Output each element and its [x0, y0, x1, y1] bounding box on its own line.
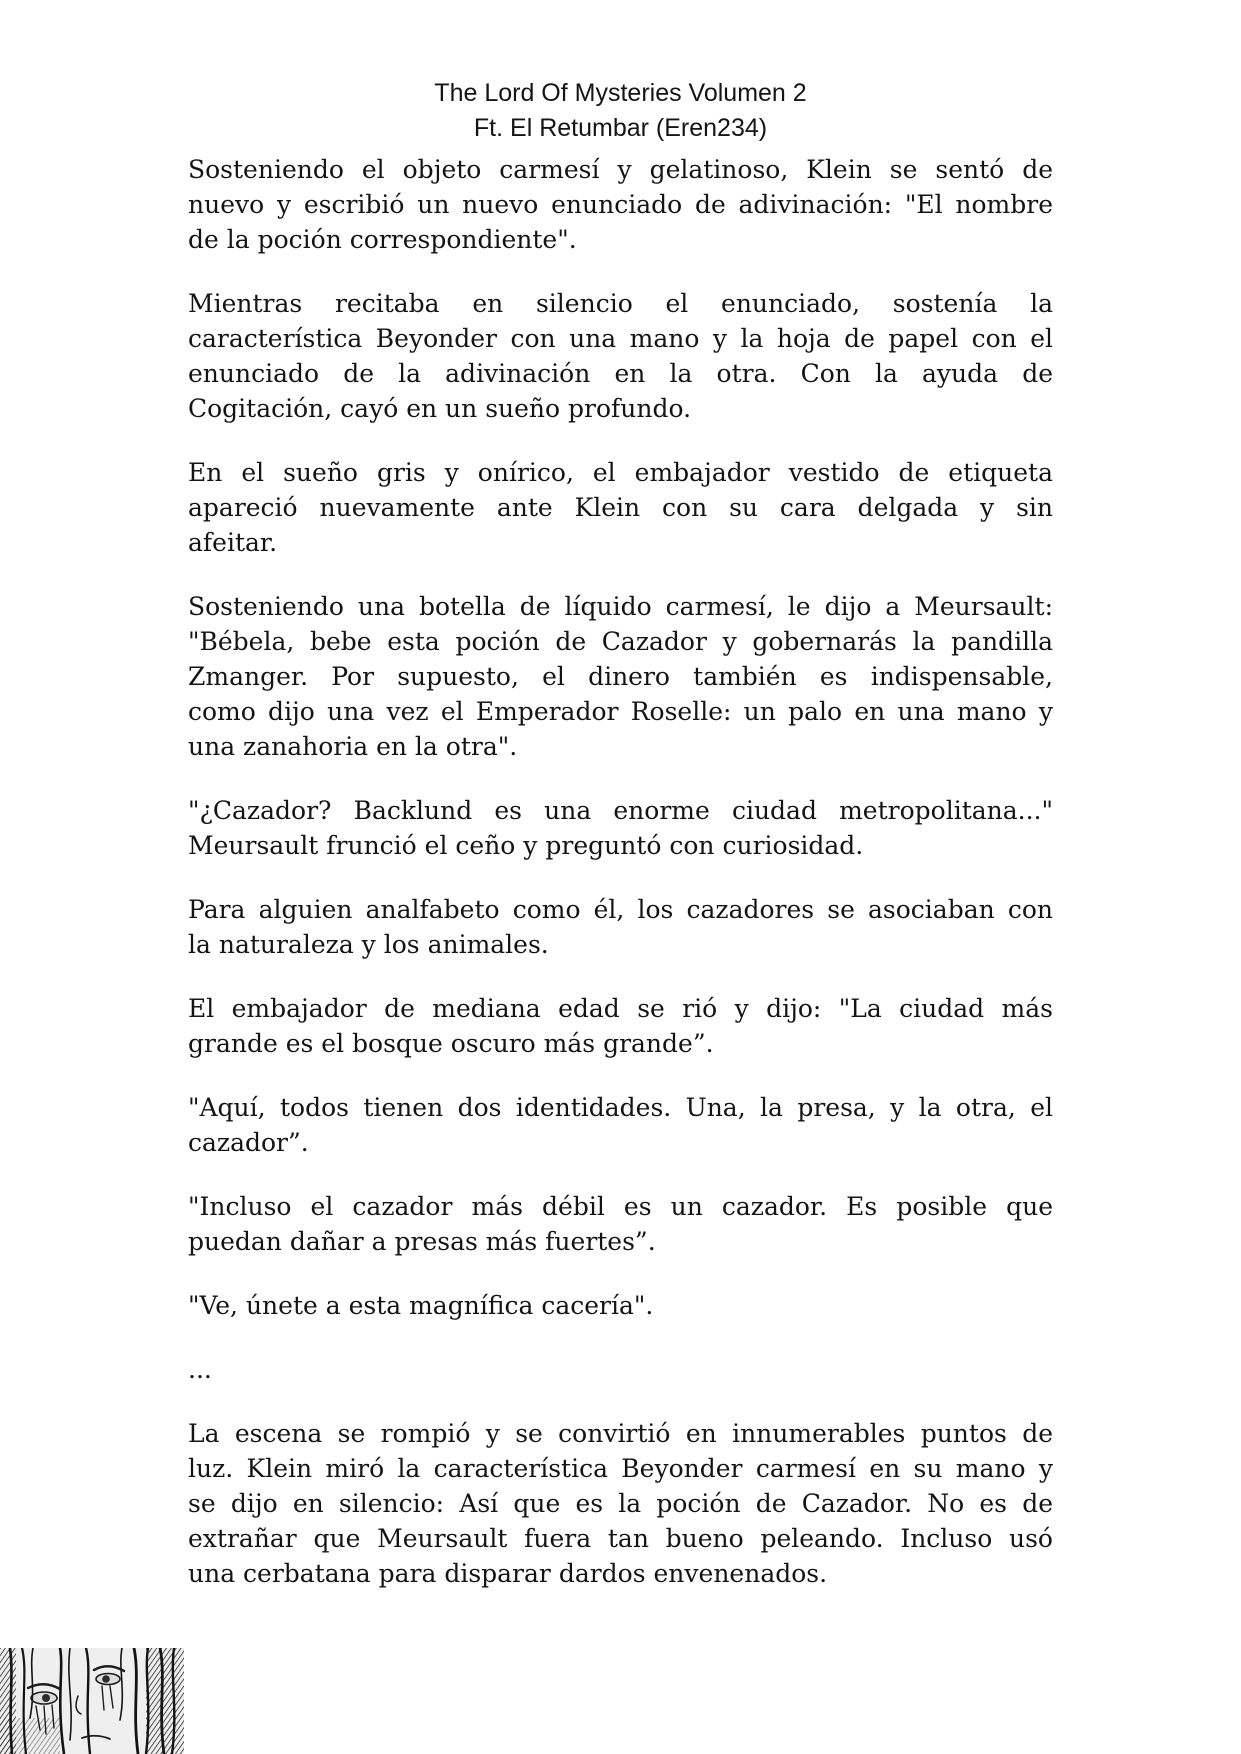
- text-line: "Aquí, todos tienen dos identidades. Una, la presa, y la otra, el: [188, 1093, 1053, 1122]
- text-line: Zmanger. Por supuesto, el dinero también es indispensable,: [188, 662, 1053, 691]
- paragraph: [188, 455, 1053, 560]
- paragraph: [188, 892, 1053, 962]
- text-line: Sosteniendo el objeto carmesí y gelatinoso, Klein se sentó de: [188, 155, 1053, 184]
- text-line: la naturaleza y los animales.: [188, 930, 549, 959]
- paragraph: [188, 1090, 1053, 1160]
- text-line: Cogitación, cayó en un sueño profundo.: [188, 394, 692, 423]
- text-line: "Incluso el cazador más débil es un cazador. Es posible que: [188, 1192, 1053, 1221]
- text-line: nuevo y escribió un nuevo enunciado de adivinación: "El nombre: [188, 190, 1053, 219]
- text-line: Para alguien analfabeto como él, los cazadores se asociaban con: [188, 895, 1053, 924]
- text-line: En el sueño gris y onírico, el embajador vestido de etiqueta: [188, 458, 1053, 487]
- text-line: característica Beyonder con una mano y la hoja de papel con el: [188, 324, 1053, 353]
- text-line: Meursault frunció el ceño y preguntó con curiosidad.: [188, 831, 864, 860]
- text-line: "Ve, únete a esta magnífica cacería".: [188, 1291, 654, 1320]
- paragraph: [188, 286, 1053, 426]
- text-line: La escena se rompió y se convirtió en innumerables puntos de: [188, 1419, 1053, 1448]
- manga-portrait-image: [0, 1648, 184, 1754]
- text-line: una zanahoria en la otra".: [188, 732, 518, 761]
- text-line: "¿Cazador? Backlund es una enorme ciudad metropolitana...": [188, 796, 1053, 825]
- text-line: luz. Klein miró la característica Beyonder carmesí en su mano y: [188, 1454, 1053, 1483]
- document-credit: Ft. El Retumbar (Eren234): [473, 114, 768, 142]
- paragraph: [188, 793, 1053, 863]
- text-line: de la poción correspondiente".: [188, 225, 577, 254]
- document-body: [188, 152, 1053, 1620]
- text-line: Mientras recitaba en silencio el enunciado, sostenía la: [188, 289, 1053, 318]
- text-line: puedan dañar a presas más fuertes”.: [188, 1227, 656, 1256]
- document-title: The Lord Of Mysteries Volumen 2: [434, 79, 807, 107]
- page-header: [0, 76, 1241, 146]
- paragraph: [188, 991, 1053, 1061]
- text-line: "Bébela, bebe esta poción de Cazador y gobernarás la pandilla: [188, 627, 1053, 656]
- text-line: extrañar que Meursault fuera tan bueno peleando. Incluso usó: [188, 1524, 1053, 1553]
- text-line: El embajador de mediana edad se rió y dijo: "La ciudad más: [188, 994, 1053, 1023]
- text-line: enunciado de la adivinación en la otra. Con la ayuda de: [188, 359, 1053, 388]
- scene-break: [188, 1352, 1053, 1387]
- paragraph: [188, 152, 1053, 257]
- text-line: como dijo una vez el Emperador Roselle: un palo en una mano y: [188, 697, 1053, 726]
- paragraph: [188, 1189, 1053, 1259]
- text-line: grande es el bosque oscuro más grande”.: [188, 1029, 714, 1058]
- text-line: una cerbatana para disparar dardos envenenados.: [188, 1559, 828, 1588]
- text-line: Sosteniendo una botella de líquido carmesí, le dijo a Meursault:: [188, 592, 1053, 621]
- paragraph: [188, 1416, 1053, 1591]
- ellipsis-line: ...: [188, 1355, 212, 1384]
- paragraph: [188, 1288, 1053, 1323]
- text-line: apareció nuevamente ante Klein con su cara delgada y sin: [188, 493, 1053, 522]
- paragraph: [188, 589, 1053, 764]
- text-line: se dijo en silencio: Así que es la poción de Cazador. No es de: [188, 1489, 1053, 1518]
- text-line: cazador”.: [188, 1128, 309, 1157]
- text-line: afeitar.: [188, 528, 278, 557]
